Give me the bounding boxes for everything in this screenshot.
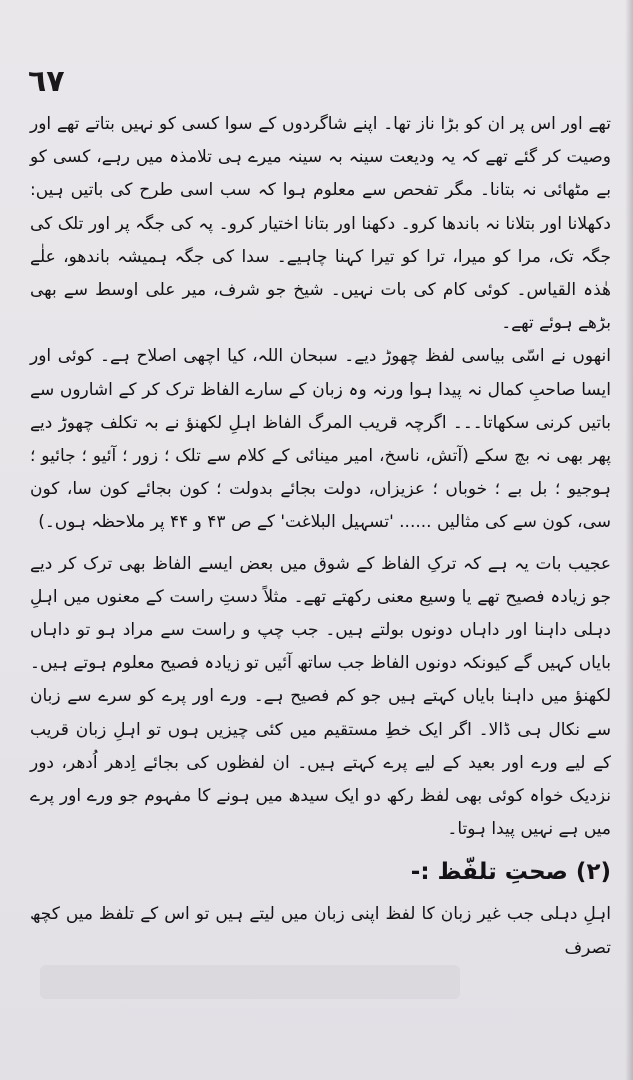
section-heading: (۲) صحتِ تلفّظ :- — [410, 859, 611, 886]
page-body — [30, 108, 611, 965]
page-number: ٦٧ — [28, 64, 65, 99]
page-edge-shadow — [625, 0, 633, 1080]
section-paragraph: اہلِ دہلی جب غیر زبان کا لفظ اپنی زبان میں لیتے ہیں تو اس کے تلفظ میں کچھ تصرف — [30, 904, 611, 958]
show-through-bleed — [40, 965, 460, 999]
paragraph-2: انھوں نے اسّی بیاسی لفظ چھوڑ دیے۔ سبحان اللہ، کیا اچھی اصلاح ہے۔ کوئی اور ایسا صاحبِ کمال نہ پیدا ہوا ورنہ وہ زبان کے سارے الفاظ ترک کر کے اشاروں سے باتیں کرنی سکھاتا۔۔۔ اگرچہ قریب المرگ الفاظ اہلِ لکھنؤ نے بہ تکلف چھوڑ دیے پھر بھی نہ بچ سکے (آتش، ناسخ، امیر مینائی کے کلام سے تلک ؛ زور ؛ آئیو ؛ جائیو ؛ ہوجیو ؛ بل بے ؛ خوباں ؛ عزیزاں، دولت بجائے بدولت ؛ کون بجائے کون سا، کون سی، کون سے کی مثالیں ...... 'تسہیل البلاغت' کے ص ۴۳ و ۴۴ پر ملاحظہ ہوں۔) — [30, 346, 611, 533]
paragraph-1: تھے اور اس پر ان کو بڑا ناز تھا۔ اپنے شاگردوں کے سوا کسی کو نہیں بتاتے تھے اور وصیت کر گئے تھے کہ یہ ودیعت سینہ بہ سینہ میرے ہی تلامذہ میں رہے، کسی کو بے مٹھائی نہ بتانا۔ مگر تفحص سے معلوم ہوا کہ سب اسی طرح کی باتیں ہیں: دکھلانا اور بتلانا نہ باندھا کرو۔ دکھنا اور بتانا اختیار کرو۔ پہ کی جگہ پر اور تلک کی جگہ تک، مرا کو میرا، ترا کو تیرا کہنا چاہیے۔ سدا کی جگہ ہمیشہ باندھو، علٰے ھٰذہ القیاس۔ کوئی کام کی بات نہیں۔ شیخ جو شرف، میر علی اوسط سے بھی بڑھے ہوئے تھے۔ — [30, 114, 611, 334]
paragraph-3: عجیب بات یہ ہے کہ ترکِ الفاظ کے شوق میں بعض ایسے الفاظ بھی ترک کر دیے جو زیادہ فصیح تھے یا وسیع معنی رکھتے تھے۔ مثلاً دستِ راست کے معنوں میں اہلِ دہلی داہنا اور داہاں دونوں بولتے ہیں۔ جب چپ و راست سے مراد ہو تو داہاں بایاں کہیں گے کیونکہ دونوں الفاظ جب ساتھ آئیں تو زیادہ فصیح معلوم ہوتے ہیں۔ لکھنؤ میں داہنا بایاں کہتے ہیں جو کم فصیح ہے۔ ورے اور پرے کو سرے سے زبان سے نکال ہی ڈالا۔ اگر ایک خطِ مستقیم میں کئی چیزیں ہوں تو اہلِ زبان قریب کے لیے ورے اور بعید کے لیے پرے کہتے ہیں۔ ان لفظوں کی بجائے اِدھر اُدھر، دور نزدیک خواہ کوئی بھی لفظ رکھ دو ایک سیدھ میں ہونے کا مفہوم جو ورے اور پرے میں ہے نہیں پیدا ہوتا۔ — [30, 553, 611, 840]
